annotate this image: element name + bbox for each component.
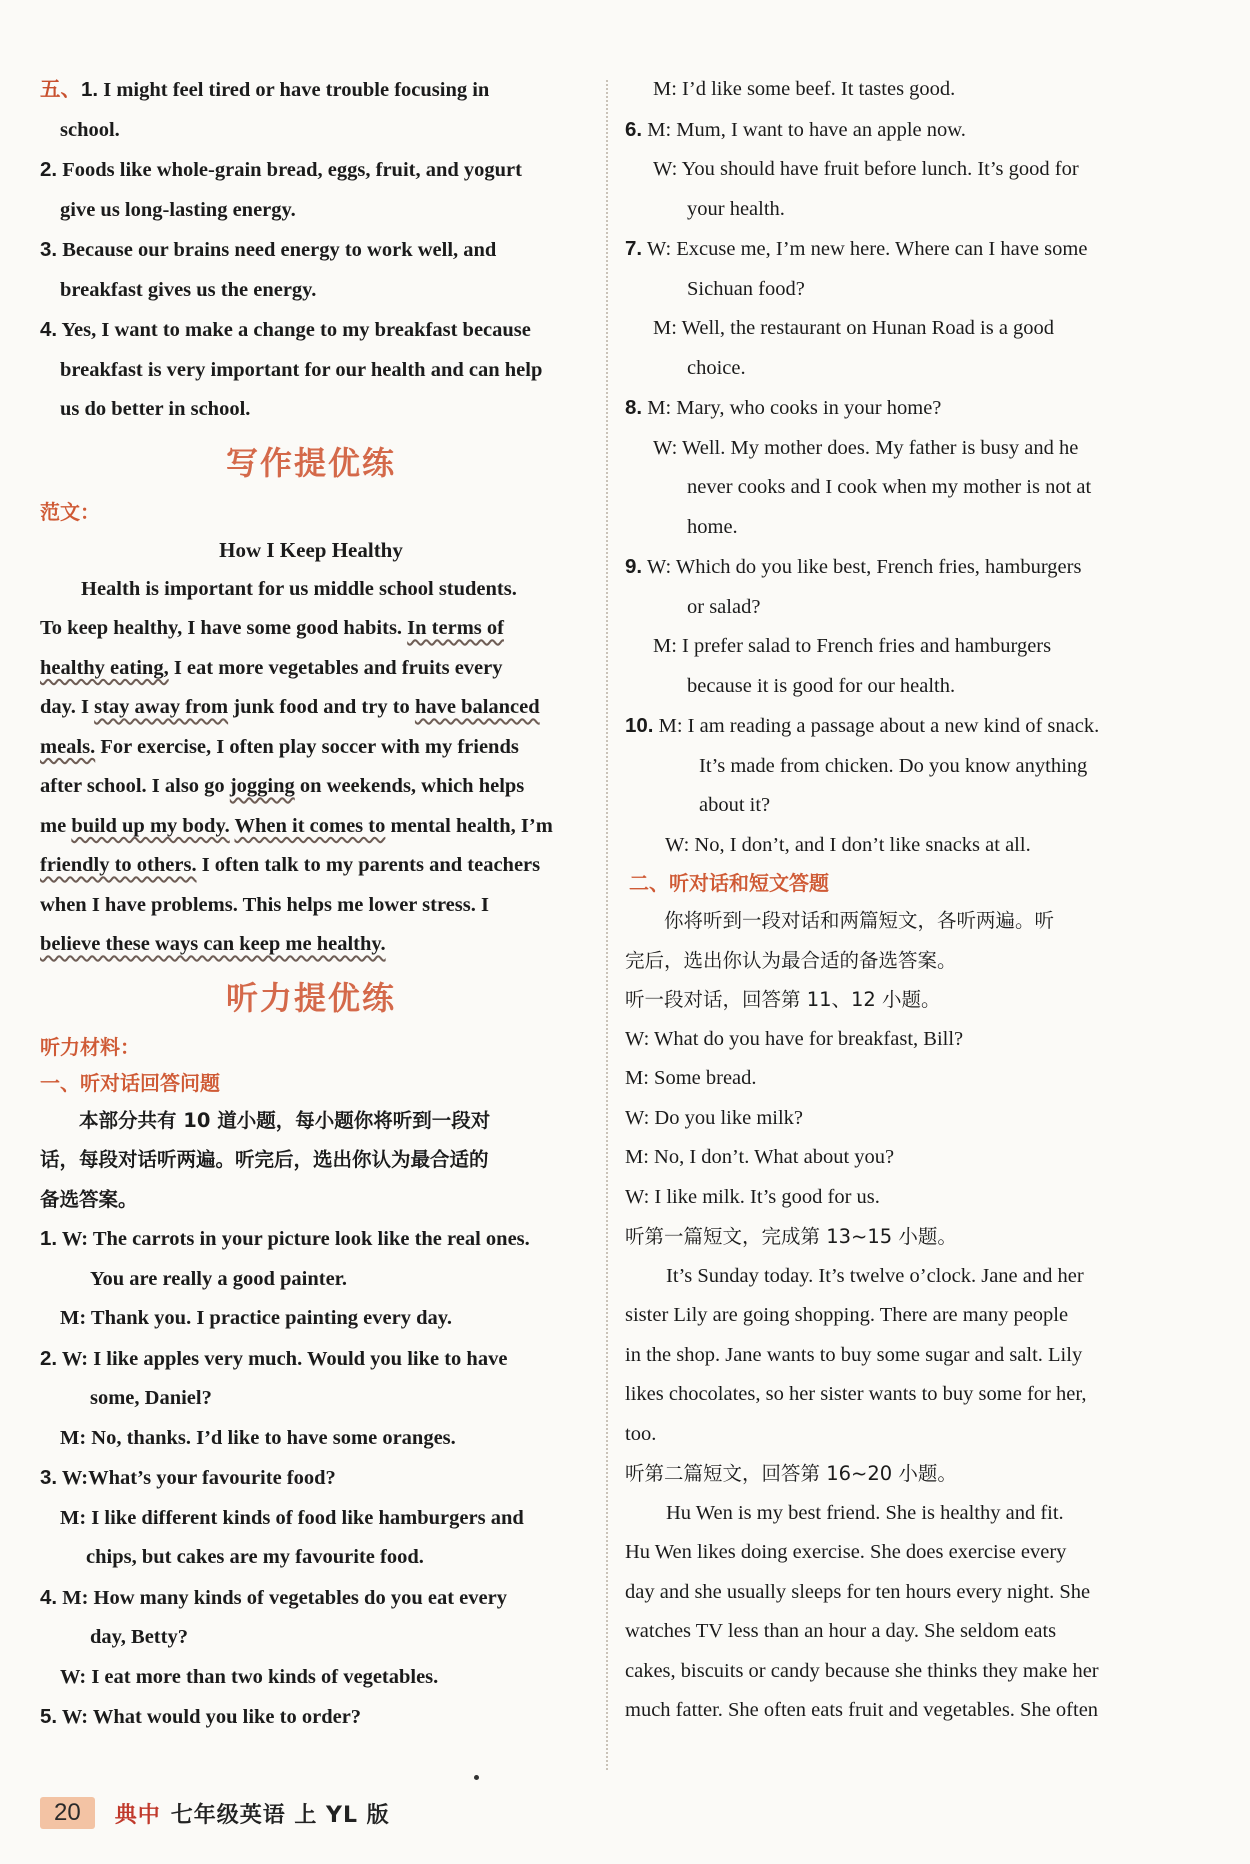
dialog-5: 5. W: What would you like to order? — [40, 1705, 362, 1728]
dialog-line: or salad? — [687, 595, 761, 618]
essay-line: Health is important for us middle school students. — [81, 577, 517, 600]
dialog-line: M: I’d like some beef. It tastes good. — [653, 78, 956, 100]
passage2-line: much fatter. She often eats fruit and vegetables. She often — [625, 1699, 1099, 1721]
dialog-8: 8. M: Mary, who cooks in your home? — [625, 396, 942, 419]
dialog-line: M: No, thanks. I’d like to have some oranges. — [60, 1426, 456, 1449]
listening-materials-label: 听力材料： — [40, 1034, 140, 1059]
essay-line: To keep healthy, I have some good habits. In terms of — [40, 617, 504, 639]
listening-section-title: 听力提优练 — [225, 978, 396, 1017]
section-marker: 五、 — [40, 77, 81, 101]
answer-item-2: 2. Foods like whole-grain bread, eggs, fruit, and yogurt — [40, 158, 522, 181]
essay-line: day. I stay away from junk food and try to have balanced — [40, 696, 540, 718]
dialog-line: your health. — [687, 197, 785, 220]
page-footer — [40, 1793, 390, 1833]
passage1-line: in the shop. Jane wants to buy some sugar and salt. Lily — [625, 1343, 1083, 1366]
dialog-line: about it? — [699, 794, 771, 816]
column-divider — [606, 80, 608, 1770]
left-column — [40, 70, 582, 1738]
dialog-3: 3. W:What’s your favourite food? — [40, 1466, 336, 1489]
answer-item-4-cont2: us do better in school. — [60, 398, 251, 420]
dialog-line: M: I like different kinds of food like hamburgers and — [60, 1506, 524, 1529]
essay-line: friendly to others. I often talk to my parents and teachers — [40, 854, 541, 876]
dialog-line: chips, but cakes are my favourite food. — [86, 1546, 424, 1568]
essay-title: How I Keep Healthy — [219, 537, 403, 562]
passage1-line: sister Lily are going shopping. There are many people — [625, 1304, 1069, 1326]
dialog-4: 4. M: How many kinds of vegetables do you eat every — [40, 1585, 507, 1609]
dialog-line: It’s made from chicken. Do you know anything — [699, 754, 1088, 777]
dialog-line: W: Well. My mother does. My father is busy and he — [653, 436, 1079, 459]
essay-line: me build up my body. When it comes to mental health, I’m — [40, 814, 553, 837]
dialog-line: M: Thank you. I practice painting every day. — [60, 1307, 452, 1329]
part2-title: 二、听对话和短文答题 — [629, 871, 829, 895]
dialog-line: because it is good for our health. — [687, 674, 956, 697]
short-dialog-line: M: Some bread. — [625, 1067, 757, 1089]
dialog-line: home. — [687, 515, 738, 538]
dialog-1: 1. W: The carrots in your picture look like the real ones. — [40, 1227, 530, 1250]
passage2-line: cakes, biscuits or candy because she thinks they make her — [625, 1659, 1099, 1682]
essay-line: healthy eating, I eat more vegetables and fruits every — [40, 656, 503, 679]
dialog-10: 10. M: I am reading a passage about a new kind of snack. — [625, 714, 1100, 737]
passage2-line: day and she usually sleeps for ten hours every night. She — [625, 1580, 1091, 1603]
dialog-list — [40, 1219, 582, 1738]
part2-intro: 完后，选出你认为最合适的备选答案。 — [625, 948, 957, 972]
passage1-line: likes chocolates, so her sister wants to buy some for her, — [625, 1383, 1087, 1405]
answer-item-1: 五、1. I might feel tired or have trouble focusing in — [40, 77, 490, 101]
part1-intro: 本部分共有 10 道小题，每小题你将听到一段对 — [79, 1108, 491, 1132]
short-dialog-line: W: Do you like milk? — [625, 1106, 804, 1129]
book-title: 七年级英语 上 YL 版 — [170, 1802, 390, 1828]
dialog-instruction: 听一段对话，回答第 11、12 小题。 — [625, 988, 941, 1011]
part1-title: 一、听对话回答问题 — [40, 1070, 220, 1095]
short-dialog-line: W: What do you have for breakfast, Bill? — [625, 1027, 964, 1050]
passage2-line: watches TV less than an hour a day. She seldom eats — [625, 1620, 1057, 1642]
answer-item-4: 4. Yes, I want to make a change to my breakfast because — [40, 318, 531, 341]
brand-logo: 典中 — [114, 1802, 161, 1828]
answer-item-3-cont: breakfast gives us the energy. — [60, 278, 317, 301]
essay-line: believe these ways can keep me healthy. — [40, 933, 386, 955]
dialog-line: M: Well, the restaurant on Hunan Road is a good — [653, 317, 1055, 339]
dialog-line: You are really a good painter. — [90, 1267, 348, 1290]
dialog-line: Sichuan food? — [687, 277, 805, 300]
dialog-line: W: I eat more than two kinds of vegetables. — [60, 1665, 439, 1688]
dialog-line: W: No, I don’t, and I don’t like snacks at all. — [665, 833, 1031, 856]
dialog-line: W: You should have fruit before lunch. It’s good for — [653, 158, 1079, 180]
answer-item-3: 3. Because our brains need energy to work well, and — [40, 238, 497, 261]
answer-item-1-cont: school. — [60, 118, 120, 141]
part1-intro: 话，每段对话听两遍。听完后，选出你认为最合适的 — [40, 1148, 489, 1171]
passage1-instruction: 听第一篇短文，完成第 13~15 小题。 — [625, 1225, 957, 1248]
passage1-line: too. — [625, 1422, 657, 1445]
short-dialog-line: W: I like milk. It’s good for us. — [625, 1185, 880, 1208]
dialog-line: never cooks and I cook when my mother is not at — [687, 476, 1092, 498]
answer-item-4-cont1: breakfast is very important for our health and can help — [60, 358, 543, 381]
dialog-2: 2. W: I like apples very much. Would you like to have — [40, 1346, 508, 1370]
dialog-line: choice. — [687, 356, 746, 379]
essay-body — [40, 570, 582, 965]
dialog-line: day, Betty? — [90, 1626, 188, 1648]
right-column — [625, 70, 1170, 1731]
essay-line: after school. I also go jogging on weekends, which helps — [40, 775, 525, 797]
dialog-7: 7. W: Excuse me, I’m new here. Where can I have some — [625, 237, 1088, 260]
passage1-line: It’s Sunday today. It’s twelve o’clock. Jane and her — [666, 1264, 1084, 1287]
dialog-6: 6. M: Mum, I want to have an apple now. — [625, 117, 966, 141]
answer-item-2-cont: give us long-lasting energy. — [60, 198, 296, 221]
writing-section-title: 写作提优练 — [225, 443, 396, 482]
sample-essay-label: 范文： — [40, 499, 100, 524]
essay-line: meals. For exercise, I often play soccer with my friends — [40, 735, 519, 758]
decorative-dot — [474, 1775, 479, 1780]
passage2-instruction: 听第二篇短文，回答第 16~20 小题。 — [625, 1462, 957, 1485]
passage2-line: Hu Wen is my best friend. She is healthy and fit. — [666, 1501, 1064, 1524]
page-number: 20 — [40, 1797, 95, 1829]
dialog-line: M: I prefer salad to French fries and hamburgers — [653, 635, 1052, 657]
part1-intro: 备选答案。 — [40, 1187, 138, 1211]
part2-intro: 你将听到一段对话和两篇短文，各听两遍。听 — [664, 909, 1055, 932]
short-dialog-line: M: No, I don’t. What about you? — [625, 1146, 895, 1168]
passage2-line: Hu Wen likes doing exercise. She does exercise every — [625, 1541, 1067, 1563]
dialog-line: some, Daniel? — [90, 1387, 212, 1409]
essay-line: when I have problems. This helps me lower stress. I — [40, 893, 489, 916]
dialog-9: 9. W: Which do you like best, French fries, hamburgers — [625, 555, 1082, 578]
